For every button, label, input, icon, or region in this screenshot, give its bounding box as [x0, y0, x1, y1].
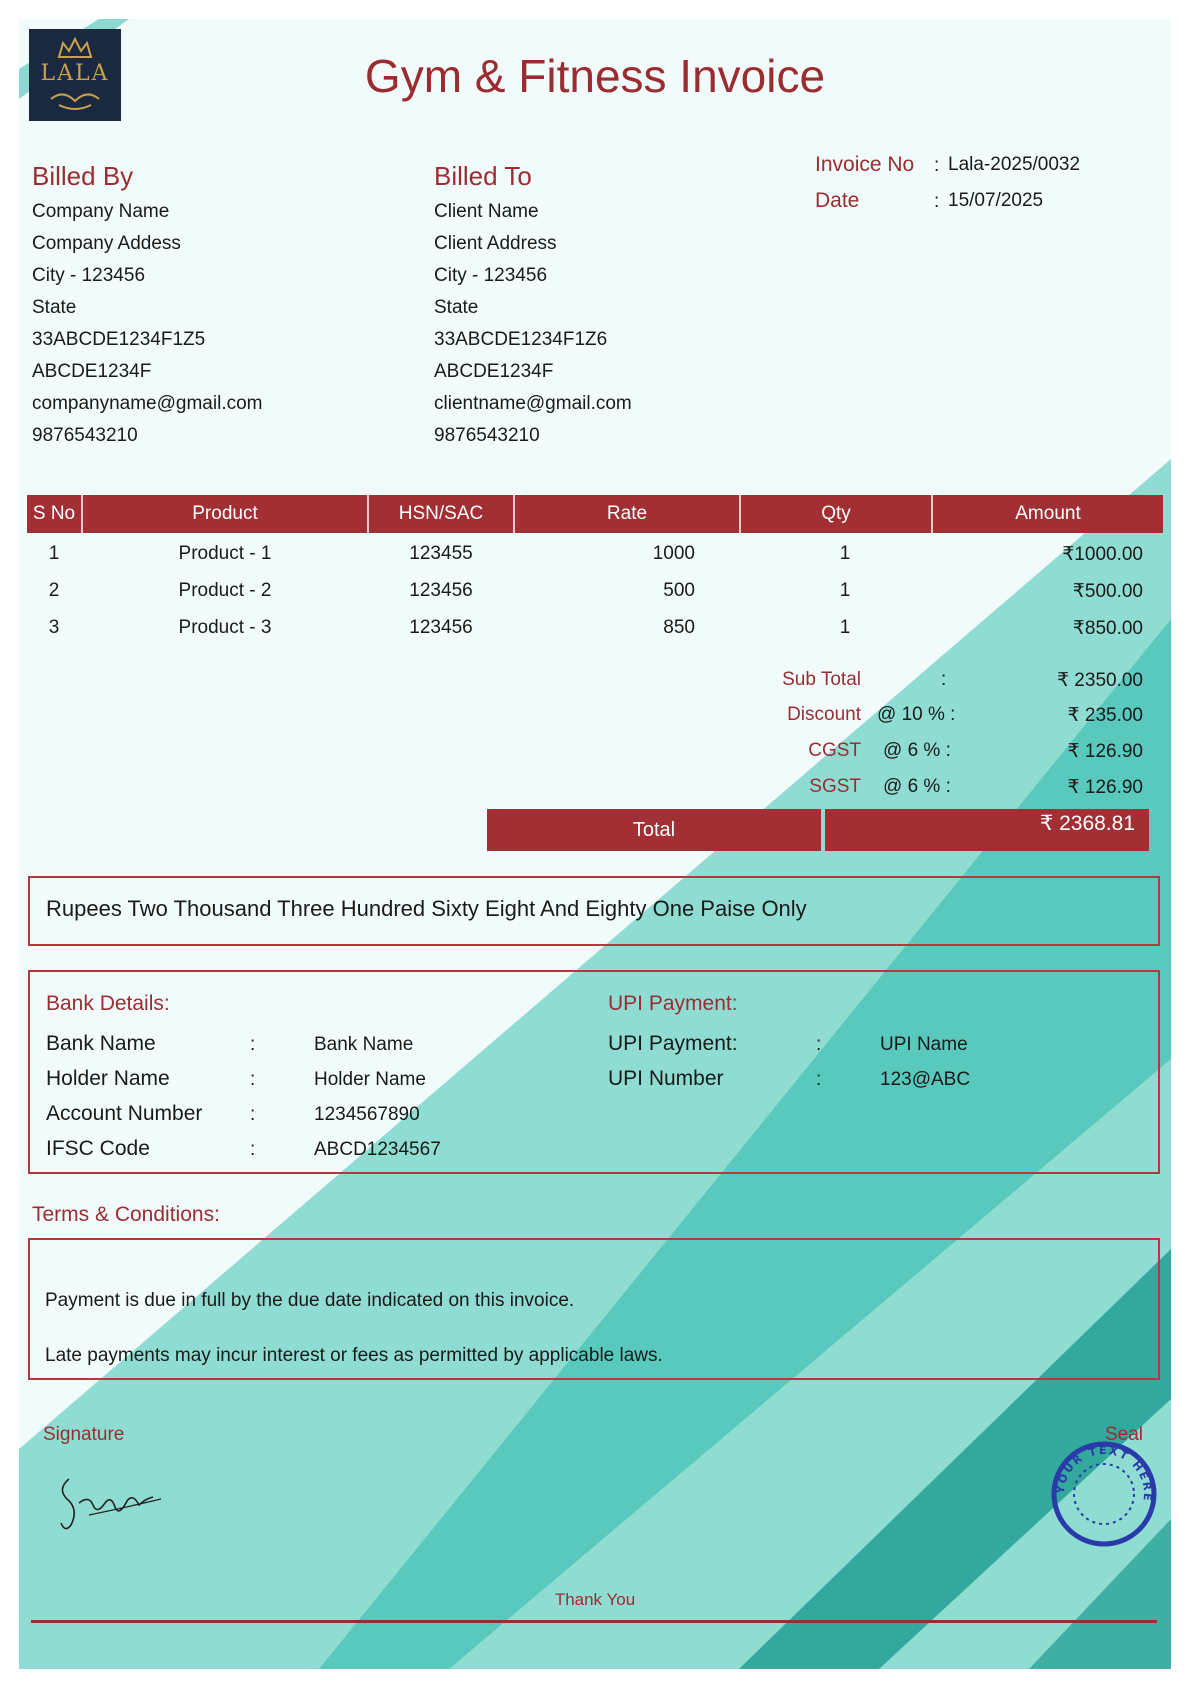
- cell-hsn: 123456: [409, 580, 473, 601]
- billed-by-line: ABCDE1234F: [32, 361, 152, 382]
- bank-row-value: ABCD1234567: [314, 1139, 441, 1160]
- billed-to-line: City - 123456: [434, 265, 548, 286]
- bank-row-sep: :: [250, 1139, 256, 1160]
- cell-hsn: 123455: [409, 543, 473, 564]
- signature-label: Signature: [43, 1424, 125, 1445]
- col-amount: Amount: [1015, 503, 1081, 524]
- table-header: [27, 495, 1163, 533]
- date-sep: :: [934, 191, 940, 212]
- billed-by-line: Company Name: [32, 201, 170, 222]
- upi-row-label: UPI Number: [608, 1067, 724, 1090]
- bank-row-sep: :: [250, 1104, 256, 1125]
- bank-row-label: Bank Name: [46, 1032, 156, 1055]
- logo-text: LALA: [40, 61, 110, 86]
- col-product: Product: [83, 495, 369, 533]
- subtotal-value: ₹ 2350.00: [1056, 670, 1143, 691]
- terms-heading: Terms & Conditions:: [32, 1203, 220, 1226]
- cell-qty: 1: [839, 543, 851, 564]
- col-rate: Rate: [515, 495, 741, 533]
- billed-by-line: 33ABCDE1234F1Z5: [32, 329, 206, 350]
- signature-image: [49, 1459, 169, 1539]
- billed-to-line: clientname@gmail.com: [434, 393, 632, 414]
- billed-by-line: State: [32, 297, 77, 318]
- billed-by-line: 9876543210: [32, 425, 138, 446]
- page-title: Gym & Fitness Invoice: [364, 50, 826, 102]
- billed-to-line: 33ABCDE1234F1Z6: [434, 329, 608, 350]
- total-label: Total: [632, 819, 676, 841]
- col-qty: Qty: [741, 495, 933, 533]
- terms-line: Payment is due in full by the due date indicated on this invoice.: [45, 1290, 575, 1311]
- invoice-no-sep: :: [934, 155, 940, 176]
- cell-amount: ₹850.00: [1072, 618, 1143, 639]
- terms-line: Late payments may incur interest or fees as permitted by applicable laws.: [45, 1345, 663, 1366]
- cell-product: Product - 3: [178, 617, 272, 638]
- billed-to-block: [434, 196, 632, 452]
- thank-you: Thank You: [554, 1590, 636, 1609]
- invoice-page: [19, 19, 1171, 1669]
- cgst-label: CGST: [808, 740, 861, 761]
- discount-pct: @ 10 % :: [877, 704, 956, 725]
- bank-row-value: 1234567890: [314, 1104, 420, 1125]
- billed-to-line: 9876543210: [434, 425, 540, 446]
- seal-stamp: [1049, 1439, 1159, 1549]
- discount-label: Discount: [787, 704, 861, 725]
- cgst-pct: @ 6 % :: [883, 740, 951, 761]
- upi-row-sep: :: [816, 1069, 822, 1090]
- table-row: [19, 617, 1171, 653]
- amount-words-box: [28, 876, 1160, 946]
- cell-rate: 500: [663, 580, 695, 601]
- cell-sno: 3: [48, 617, 60, 638]
- bank-row-label: Account Number: [46, 1102, 203, 1125]
- amount-words: Rupees Two Thousand Three Hundred Sixty Eight And Eighty One Paise Only: [46, 896, 807, 921]
- cell-qty: 1: [839, 617, 851, 638]
- cell-product: Product - 2: [178, 580, 272, 601]
- billed-to-line: Client Address: [434, 233, 557, 254]
- col-sno: S No: [27, 495, 83, 533]
- bank-row-sep: :: [250, 1069, 256, 1090]
- invoice-no-label: Invoice No: [815, 153, 915, 176]
- total-label-bar: [487, 809, 821, 851]
- billed-by-block: [32, 196, 263, 452]
- svg-text:YOUR TEXT HERE: [1054, 1444, 1155, 1503]
- invoice-no-value: Lala-2025/0032: [948, 154, 1081, 175]
- sgst-value: ₹ 126.90: [1067, 777, 1143, 798]
- date-label: Date: [815, 189, 860, 212]
- cell-hsn: 123456: [409, 617, 473, 638]
- cell-sno: 1: [48, 543, 60, 564]
- bank-row-value: Holder Name: [314, 1069, 426, 1090]
- billed-to-line: ABCDE1234F: [434, 361, 554, 382]
- date-value: 15/07/2025: [948, 190, 1044, 211]
- cell-sno: 2: [48, 580, 60, 601]
- total-value: ₹ 2368.81: [1039, 812, 1135, 835]
- total-value-bar: [825, 809, 1149, 851]
- bank-row-value: Bank Name: [314, 1034, 414, 1055]
- upi-heading: UPI Payment:: [608, 992, 738, 1015]
- cell-qty: 1: [839, 580, 851, 601]
- subtotal-label: Sub Total: [782, 669, 861, 690]
- sgst-label: SGST: [809, 776, 861, 797]
- billed-to-heading: Billed To: [434, 161, 532, 191]
- cell-product: Product - 1: [178, 543, 272, 564]
- seal-label: Seal: [1104, 1424, 1143, 1445]
- cell-rate: 850: [663, 617, 695, 638]
- bank-row-label: Holder Name: [46, 1067, 170, 1090]
- col-hsn: HSN/SAC: [369, 495, 515, 533]
- billed-by-heading: Billed By: [32, 161, 134, 191]
- cell-amount: ₹1000.00: [1062, 544, 1143, 565]
- discount-value: ₹ 235.00: [1067, 705, 1143, 726]
- seal-text: YOUR TEXT HERE: [1053, 1443, 1155, 1504]
- cell-rate: 1000: [652, 543, 695, 564]
- billed-by-line: companyname@gmail.com: [32, 393, 263, 414]
- footer-divider: [31, 1620, 1157, 1623]
- billed-by-line: Company Addess: [32, 233, 181, 254]
- upi-row-value: 123@ABC: [880, 1069, 971, 1090]
- terms-box: [28, 1238, 1160, 1380]
- cell-amount: ₹500.00: [1072, 581, 1143, 602]
- cgst-value: ₹ 126.90: [1067, 741, 1143, 762]
- subtotal-sep: :: [941, 669, 947, 690]
- billed-to-line: State: [434, 297, 479, 318]
- upi-row-sep: :: [816, 1034, 822, 1055]
- upi-row-value: UPI Name: [880, 1034, 968, 1055]
- sgst-pct: @ 6 % :: [883, 776, 951, 797]
- bank-row-sep: :: [250, 1034, 256, 1055]
- bank-row-label: IFSC Code: [46, 1137, 150, 1160]
- upi-row-label: UPI Payment:: [608, 1032, 738, 1055]
- billed-by-line: City - 123456: [32, 265, 146, 286]
- billed-to-line: Client Name: [434, 201, 539, 222]
- table-row: [19, 543, 1171, 579]
- table-row: [19, 580, 1171, 616]
- payment-box: [28, 970, 1160, 1174]
- bank-heading: Bank Details:: [46, 992, 170, 1015]
